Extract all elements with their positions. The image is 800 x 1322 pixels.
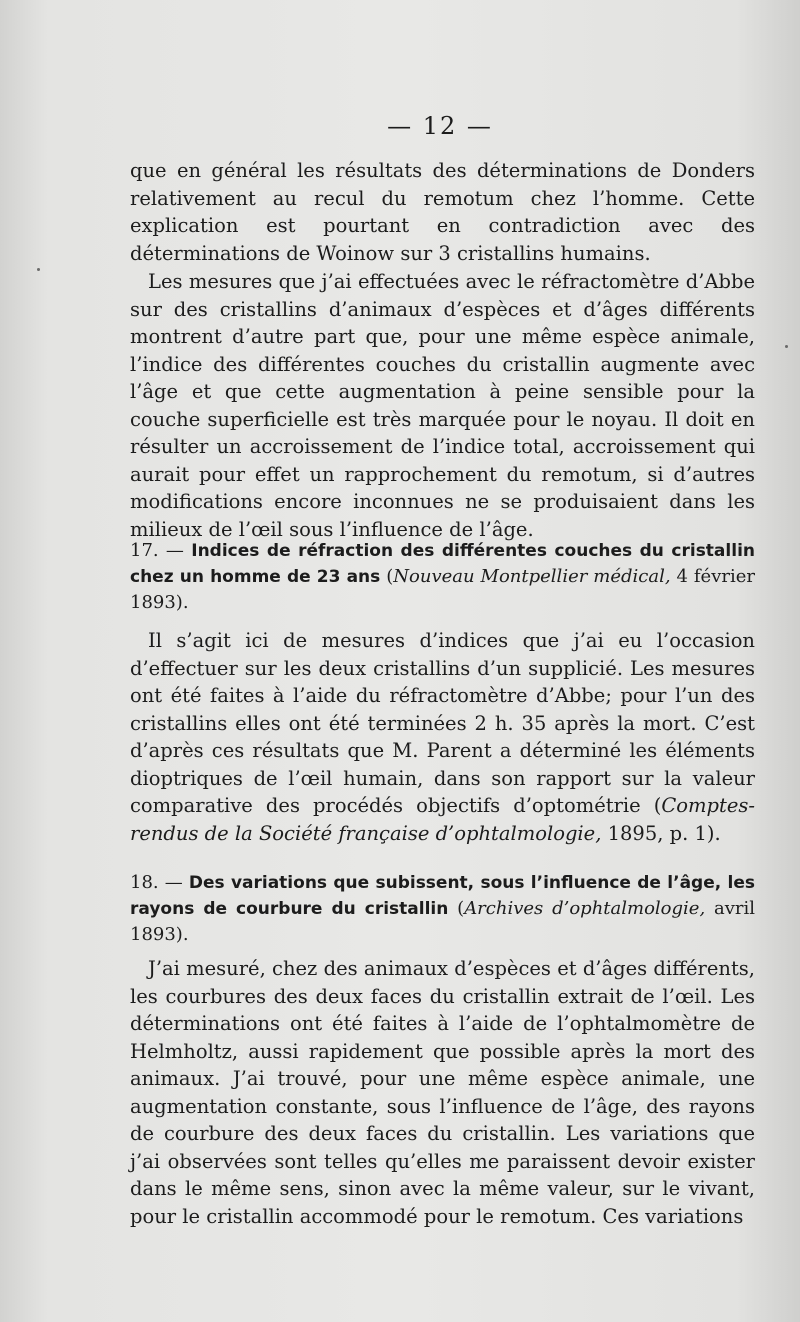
- paragraph-continuation: que en général les résultats des déterminations de Donders relativement au recul du remotum chez l’homme. Cette explication est pourtant en contradiction avec des déterminations de Woinow sur 3 cristallins humains.: [130, 159, 755, 265]
- paragraph-reference-date: 1895, p. 1).: [601, 821, 721, 845]
- bibliography-entry-18: [130, 870, 755, 948]
- bibliography-entry-17: [130, 538, 755, 616]
- entry-paren: (: [448, 898, 465, 919]
- paper-speck: [785, 345, 788, 348]
- page-number: — 12 —: [387, 112, 493, 140]
- paragraph-text: Il s’agit ici de mesures d’indices que j’ai eu l’occasion d’effectuer sur les deux cristallins d’un supplicié. Les mesures ont été faites à l’aide du réfractomètre d’Abbe; pour l’un des cristallins elles ont été terminées 2 h. 35 après la mort. C’est d’après ces résultats que M. Parent a déterminé les éléments dioptriques de l’œil humain, dans son rapport sur la valeur comparative des procédés objectifs d’optométrie (: [130, 629, 755, 817]
- entry-paren: (: [380, 566, 394, 587]
- entry-number: 18. —: [130, 872, 183, 893]
- paragraph-abbe-measurements: Les mesures que j’ai effectuées avec le réfractomètre d’Abbe sur des cristallins d’animaux d’espèces et d’âges différents montrent d’autre part que, pour une même espèce animale, l’indice des différentes couches du cristallin augmente avec l’âge et que cette augmentation à peine sensible pour la couche superficielle est très marquée pour le noyau. Il doit en résulter un accroissement de l’indice total, accroissement qui aurait pour effet un rapprochement du remotum, si d’autres modifications encore inconnues ne se produisaient dans les milieux de l’œil sous l’influence de l’âge.: [130, 270, 755, 541]
- paragraph-reference: Comptes-rendus de la Société française d’ophtalmologie,: [130, 794, 755, 845]
- paragraph-curvature: J’ai mesuré, chez des animaux d’espèces et d’âges différents, les courbures des deux faces du cristallin extrait de l’œil. Les déterminations ont été faites à l’aide de l’ophtalmomètre de Helmholtz, aussi rapidement que possible après la mort des animaux. J’ai trouvé, pour une même espèce animale, une augmentation constante, sous l’influence de l’âge, des rayons de courbure des deux faces du cristallin. Les variations que j’ai observées sont telles qu’elles me paraissent devoir exister dans le même sens, sinon avec la même valeur, sur le vivant, pour le cristallin accommodé pour le remotum. Ces variations: [130, 957, 755, 1228]
- paper-speck: [37, 268, 40, 271]
- entry-number: 17. —: [130, 540, 184, 561]
- entry-title: Indices de réfraction des différentes couches du cristallin chez un homme de 23 ans: [130, 541, 755, 587]
- entry-date: avril 1893).: [130, 898, 756, 945]
- entry-date: 4 février 1893).: [130, 566, 755, 613]
- entry-title: Des variations que subissent, sous l’influence de l’âge, les rayons de courbure du cristallin: [130, 873, 755, 919]
- paragraph-supplicie: [130, 627, 755, 847]
- entry-source: Nouveau Montpellier médical,: [393, 566, 671, 587]
- entry-source: Archives d’ophtalmologie,: [464, 898, 706, 919]
